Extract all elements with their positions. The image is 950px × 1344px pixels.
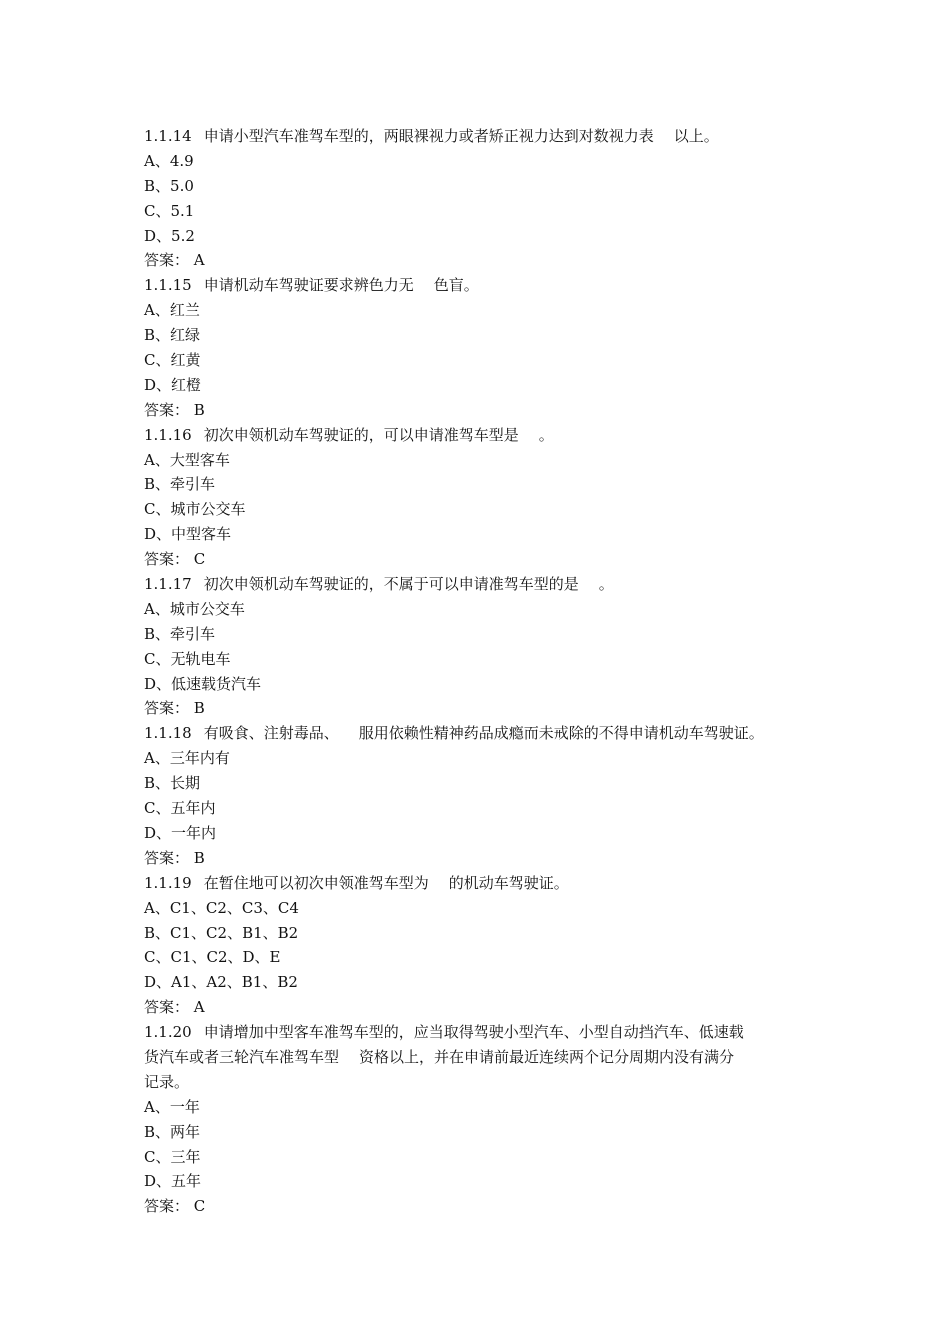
question-number: 1.1.14 <box>144 127 192 145</box>
answer-value: B <box>193 400 205 419</box>
option-a: A、城市公交车 <box>144 599 245 618</box>
answer-label: 答案： <box>144 998 190 1017</box>
option-c: C、红黄 <box>144 351 201 370</box>
answer-line <box>144 995 820 1020</box>
option-b: B、两年 <box>144 1122 201 1141</box>
option-c: C、城市公交车 <box>144 500 246 519</box>
option-d: D、低速载货汽车 <box>144 674 262 693</box>
option-d: D、中型客车 <box>144 525 232 544</box>
stem-text: 的机动车驾驶证。 <box>448 873 569 892</box>
option-d: D、5.2 <box>144 226 195 245</box>
stem-text: 资格以上，并在申请前最近连续两个记分周期内没有满分 <box>359 1047 735 1066</box>
question-stem <box>144 871 820 896</box>
option-a: A、红兰 <box>144 301 200 320</box>
stem-text: 服用依赖性精神药品成瘾而未戒除的不得申请机动车驾驶证。 <box>358 724 764 743</box>
question-number: 1.1.19 <box>144 873 192 892</box>
question-number: 1.1.20 <box>144 1023 192 1042</box>
question-block <box>144 273 820 422</box>
option-c: C、五年内 <box>144 799 216 818</box>
stem-text: 。 <box>598 575 614 594</box>
option-a: A、大型客车 <box>144 450 230 469</box>
option-b: B、红绿 <box>144 326 201 345</box>
answer-line <box>144 846 820 871</box>
question-stem <box>144 273 820 298</box>
stem-text: 初次申领机动车驾驶证的，不属于可以申请准驾车型的是 <box>203 575 579 594</box>
option-a: A、三年内有 <box>144 749 230 768</box>
answer-label: 答案： <box>144 1197 190 1216</box>
stem-text: 色盲。 <box>433 276 479 295</box>
answer-value: B <box>193 699 205 718</box>
question-block <box>144 1020 820 1219</box>
answer-label: 答案： <box>144 699 190 718</box>
option-a: A、4.9 <box>144 151 194 170</box>
answer-value: B <box>193 848 205 867</box>
option-d: D、红橙 <box>144 375 202 394</box>
answer-line <box>144 696 820 721</box>
option-b: B、C1、C2、B1、B2 <box>144 923 299 942</box>
stem-text: 申请增加中型客车准驾车型的，应当取得驾驶小型汽车、小型自动挡汽车、低速载 <box>203 1023 744 1042</box>
question-block <box>144 572 820 721</box>
option-a: A、一年 <box>144 1097 200 1116</box>
stem-text: 在暂住地可以初次申领准驾车型为 <box>203 873 429 892</box>
option-b: B、长期 <box>144 774 201 793</box>
question-stem-continued <box>144 1070 820 1095</box>
answer-label: 答案： <box>144 251 190 270</box>
answer-line <box>144 1194 820 1219</box>
stem-text: 记录。 <box>144 1072 190 1091</box>
question-stem-continued <box>144 1045 820 1070</box>
answer-line <box>144 248 820 273</box>
question-block <box>144 721 820 870</box>
question-stem <box>144 721 820 746</box>
stem-text: 货汽车或者三轮汽车准驾车型 <box>144 1047 340 1066</box>
question-number: 1.1.16 <box>144 425 192 444</box>
option-b: B、牵引车 <box>144 624 216 643</box>
question-number: 1.1.15 <box>144 276 192 295</box>
question-stem <box>144 572 820 597</box>
answer-label: 答案： <box>144 400 190 419</box>
answer-value: C <box>193 550 206 569</box>
document-page <box>144 124 820 1219</box>
question-number: 1.1.17 <box>144 575 192 594</box>
answer-value: A <box>193 998 205 1017</box>
question-stem <box>144 124 820 149</box>
stem-text: 。 <box>538 425 554 444</box>
question-stem <box>144 423 820 448</box>
option-c: C、无轨电车 <box>144 649 231 668</box>
stem-text: 申请机动车驾驶证要求辨色力无 <box>203 276 414 295</box>
stem-text: 申请小型汽车准驾车型的，两眼裸视力或者矫正视力达到对数视力表 <box>203 127 654 145</box>
answer-line <box>144 547 820 572</box>
option-b: B、牵引车 <box>144 475 216 494</box>
answer-line <box>144 398 820 423</box>
question-number: 1.1.18 <box>144 724 192 743</box>
option-d: D、一年内 <box>144 823 217 842</box>
question-block <box>144 423 820 572</box>
stem-text: 有吸食、注射毒品、 <box>203 724 339 743</box>
question-block <box>144 871 820 1020</box>
answer-label: 答案： <box>144 550 190 569</box>
answer-label: 答案： <box>144 848 190 867</box>
stem-text: 初次申领机动车驾驶证的，可以申请准驾车型是 <box>203 425 519 444</box>
option-b: B、5.0 <box>144 176 194 195</box>
option-d: D、五年 <box>144 1172 202 1191</box>
option-c: C、5.1 <box>144 201 195 220</box>
option-a: A、C1、C2、C3、C4 <box>144 898 299 917</box>
option-c: C、三年 <box>144 1147 201 1166</box>
answer-value: C <box>193 1197 206 1216</box>
option-d: D、A1、A2、B1、B2 <box>144 973 298 992</box>
stem-text: 以上。 <box>673 127 719 145</box>
option-c: C、C1、C2、D、E <box>144 948 281 967</box>
question-stem <box>144 1020 820 1045</box>
question-block <box>144 124 820 273</box>
answer-value: A <box>193 251 205 270</box>
